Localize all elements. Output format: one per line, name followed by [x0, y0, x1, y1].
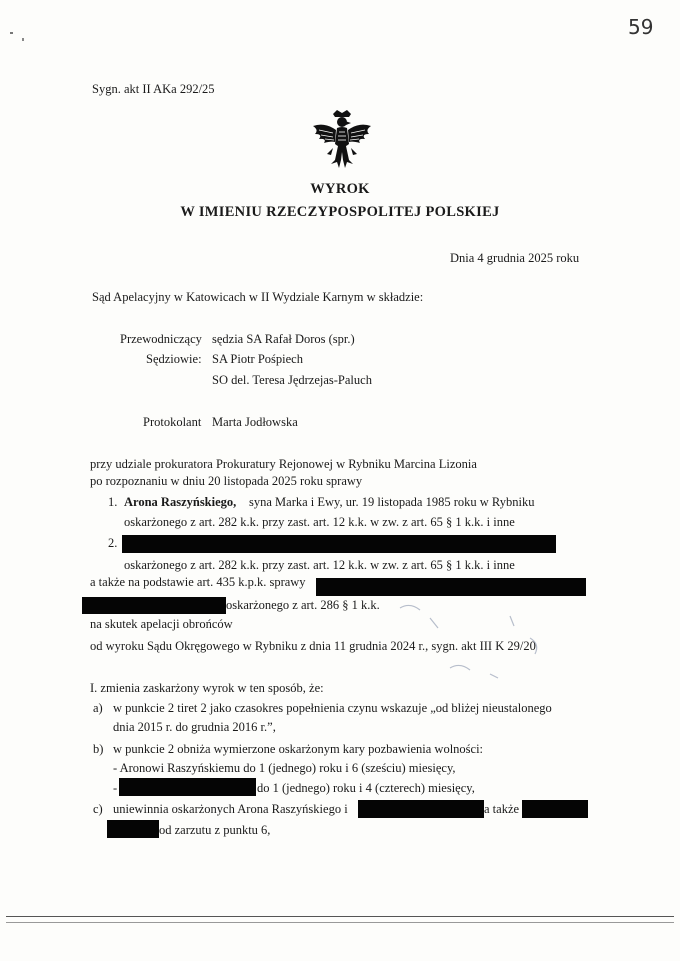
item-b-text: w punkcie 2 obniża wymierzone oskarżonym kary pozbawienia wolności: [113, 742, 484, 756]
judges-label: Sędziowie: [146, 352, 202, 366]
item-c-text-cont: od zarzutu z punktu 6, [159, 823, 271, 837]
defendant-1-charge: oskarżonego z art. 282 k.k. przy zast. art. 12 k.k. w zw. z art. 65 § 1 k.k. i inne [124, 515, 515, 529]
item-b-dash-2-prefix: - [113, 781, 118, 795]
appealed-verdict-line: od wyroku Sądu Okręgowego w Rybniku z dnia 11 grudnia 2024 r., sygn. akt III K 29/20 [90, 639, 536, 653]
also-case-line: a także na podstawie art. 435 k.p.k. sprawy [90, 575, 306, 589]
redaction-bar [358, 800, 484, 818]
redaction-bar [119, 778, 256, 796]
prosecutor-line: przy udziale prokuratora Prokuratury Rejonowej w Rybniku Marcina Lizonia [90, 457, 477, 471]
defendant-1-details: syna Marka i Ewy, ur. 19 listopada 1985 roku w Rybniku [249, 495, 535, 509]
document-title: WYROK [310, 181, 370, 197]
hearing-line: po rozpoznaniu w dniu 20 listopada 2025 roku sprawy [90, 474, 363, 488]
footer-rule [6, 916, 674, 917]
item-a-text-cont: dnia 2015 r. do grudnia 2016 r.”, [113, 720, 276, 734]
court-composition-intro: Sąd Apelacyjny w Katowicach w II Wydziale Karnym w składzie: [92, 290, 424, 304]
faint-stamp-marks [390, 598, 560, 688]
item-b-label: b) [93, 742, 104, 756]
chair-label: Przewodniczący [120, 332, 202, 346]
redaction-bar [107, 820, 159, 838]
defendant-1-name: Arona Raszyńskiego, [124, 495, 237, 509]
judge-2: SO del. Teresa Jędrzejas-Paluch [212, 373, 372, 387]
clerk-label: Protokolant [143, 415, 202, 429]
appeal-line: na skutek apelacji obrońców [90, 617, 233, 631]
document-subtitle: W IMIENIU RZECZYPOSPOLITEJ POLSKIEJ [180, 204, 500, 220]
defendant-2-number: 2. [108, 536, 118, 550]
also-case-charge: oskarżonego z art. 286 § 1 k.k. [226, 598, 380, 612]
item-c-text: uniewinnia oskarżonych Arona Raszyńskiego i [113, 802, 348, 816]
item-c-also: a także [484, 802, 520, 816]
redaction-bar [82, 597, 226, 614]
clerk-value: Marta Jodłowska [212, 415, 298, 429]
defendant-1-number: 1. [108, 495, 118, 509]
scan-speck [22, 38, 24, 41]
redaction-bar [522, 800, 588, 818]
defendant-2-charge: oskarżonego z art. 282 k.k. przy zast. art. 12 k.k. w zw. z art. 65 § 1 k.k. i inne [124, 558, 515, 572]
scan-speck [10, 32, 13, 34]
judgment-date: Dnia 4 grudnia 2025 roku [450, 251, 580, 265]
page-number: 59 [628, 15, 654, 39]
case-signature: Sygn. akt II AKa 292/25 [92, 82, 215, 96]
item-b-dash-2-text: do 1 (jednego) roku i 4 (czterech) miesięcy, [257, 781, 475, 795]
item-c-label: c) [93, 802, 103, 816]
item-b-dash-1: - Aronowi Raszyńskiemu do 1 (jednego) roku i 6 (sześciu) miesięcy, [113, 761, 456, 775]
footer-rule [6, 922, 674, 923]
redaction-bar [122, 535, 556, 553]
item-a-text: w punkcie 2 tiret 2 jako czasokres popełnienia czynu wskazuje „od bliżej nieustalonego [113, 701, 552, 715]
redaction-bar [316, 578, 586, 596]
item-a-label: a) [93, 701, 103, 715]
chair-value: sędzia SA Rafał Doros (spr.) [212, 332, 355, 346]
ruling-point-1: I. zmienia zaskarżony wyrok w ten sposób, że: [90, 681, 324, 695]
polish-eagle-emblem [311, 108, 373, 172]
judge-1: SA Piotr Pośpiech [212, 352, 303, 366]
